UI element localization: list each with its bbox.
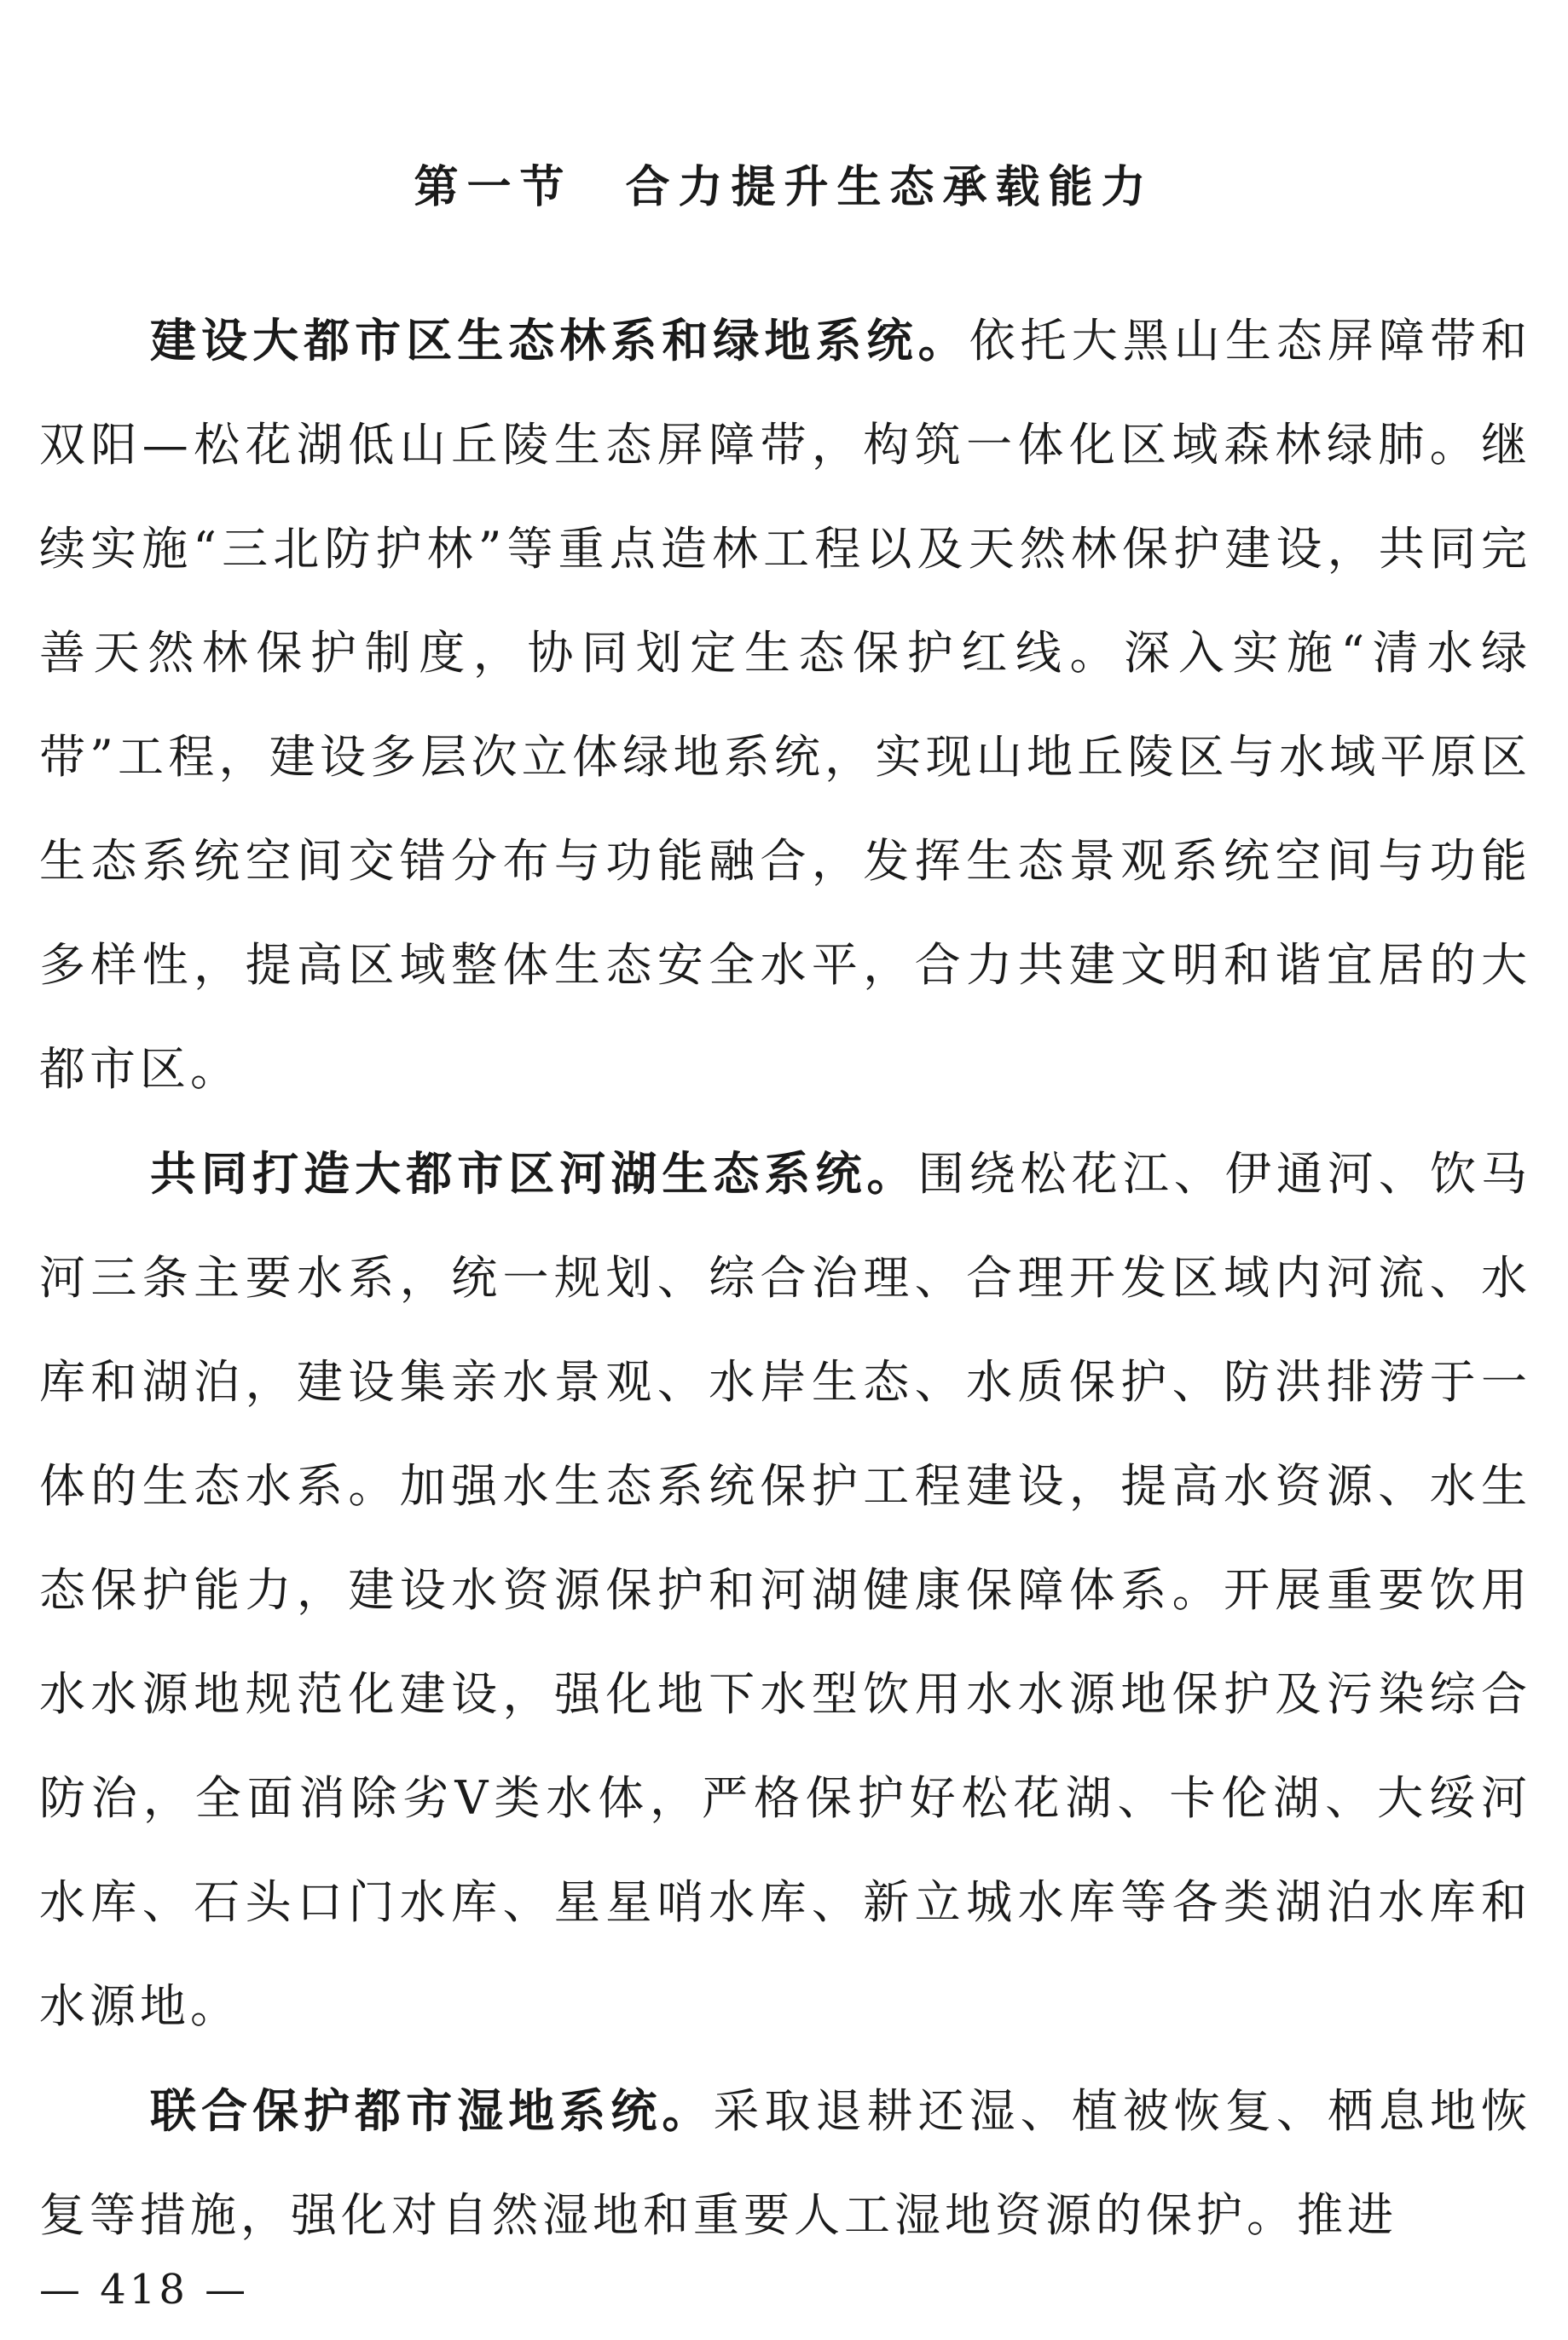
body-text (39, 288, 1531, 2268)
paragraph-text: 依托大黑山生态屏障带和双阳—松花湖低山丘陵生态屏障带，构筑一体化区域森林绿肺。继续实施“三北防护林”等重点造林工程以及天然林保护建设，共同完善天然林保护制度，协同划定生态保护红线。深入实施“清水绿带”工程，建设多层次立体绿地系统，实现山地丘陵区与水域平原区生态系统空间交错分布与功能融合，发挥生态景观系统空间与功能多样性，提高区域整体生态安全水平，合力共建文明和谐宜居的大都市区。 (39, 314, 1532, 1096)
paragraph-river-lake (39, 1121, 1531, 2059)
paragraph-text: 采取退耕还湿、植被恢复、栖息地恢复等措施，强化对自然湿地和重要人工湿地资源的保护。推进 (39, 2084, 1532, 2242)
paragraph-wetland (39, 2059, 1531, 2268)
section-title: 第一节 合力提升生态承载能力 (414, 161, 1154, 213)
page-number: — 418 — (39, 2266, 250, 2314)
paragraph-text: 围绕松花江、伊通河、饮马河三条主要水系，统一规划、综合治理、合理开发区域内河流、水库和湖泊，建设集亲水景观、水岸生态、水质保护、防洪排涝于一体的生态水系。加强水生态系统保护工程建设，提高水资源、水生态保护能力，建设水资源保护和河湖健康保障体系。开展重要饮用水水源地规范化建设，强化地下水型饮用水水源地保护及污染综合防治，全面消除劣Ⅴ类水体，严格保护好松花湖、卡伦湖、大绥河水库、石头口门水库、星星哨水库、新立城水库等各类湖泊水库和水源地。 (39, 1147, 1532, 2033)
paragraph-lead: 建设大都市区生态林系和绿地系统。 (150, 313, 969, 368)
paragraph-lead: 共同打造大都市区河湖生态系统。 (150, 1146, 918, 1201)
paragraph-eco-forest (39, 288, 1531, 1121)
paragraph-lead: 联合保护都市湿地系统。 (150, 2083, 714, 2138)
